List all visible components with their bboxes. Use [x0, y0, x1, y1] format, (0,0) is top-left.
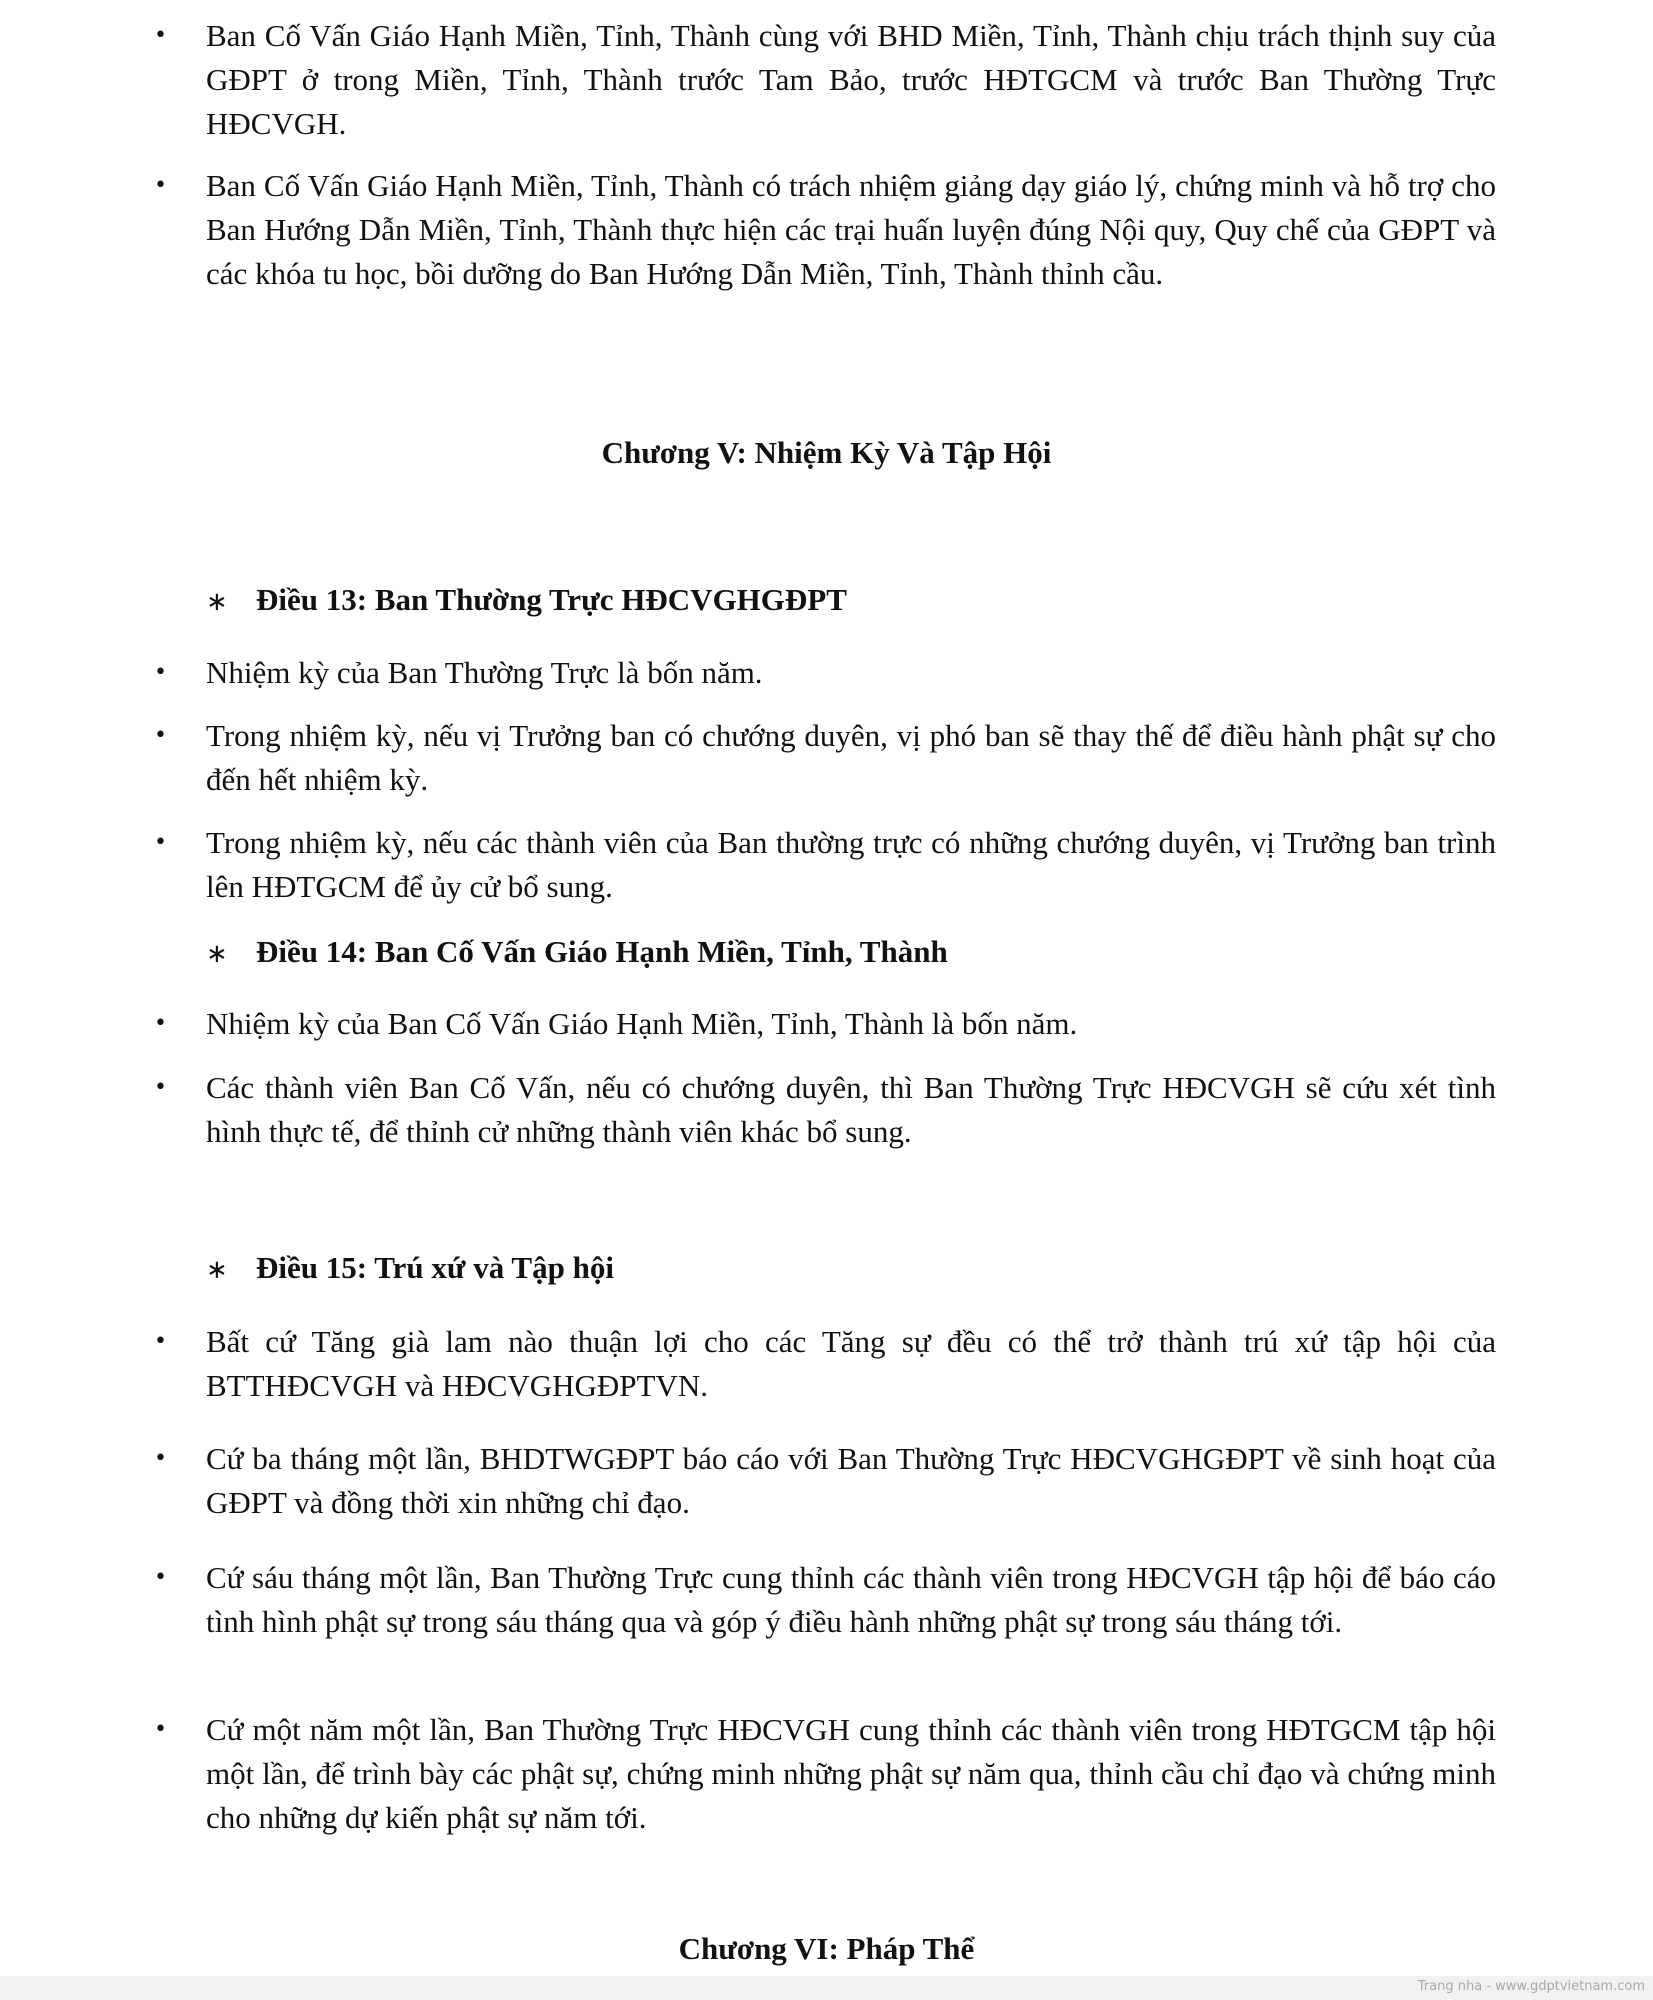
bullet-icon: • — [154, 173, 167, 198]
paragraph-text: Ban Cố Vấn Giáo Hạnh Miền, Tỉnh, Thành có trách nhiệm giảng dạy giáo lý, chứng minh và hỗ trợ cho Ban Hướng Dẫn Miền, Tỉnh, Thành thực hiện các trại huấn luyện đúng Nội quy, Quy chế của GĐPT và các khóa tu học, bồi dưỡng do Ban Hướng Dẫn Miền, Tỉnh, Thành thỉnh cầu. — [206, 168, 1496, 291]
asterisk-icon: ∗ — [206, 939, 228, 969]
chapter-heading: Chương VI: Pháp Thể — [678, 1931, 975, 1966]
bullet-icon: • — [154, 830, 167, 855]
asterisk-icon: ∗ — [206, 587, 228, 617]
list-item — [154, 1437, 1496, 1525]
bullet-icon: • — [154, 1075, 167, 1100]
paragraph-text: Trong nhiệm kỳ, nếu các thành viên của Ban thường trực có những chướng duyên, vị Trưởng ban trình lên HĐTGCM để ủy cử bổ sung. — [206, 825, 1496, 904]
list-item — [154, 821, 1496, 909]
bullet-icon: • — [154, 23, 167, 48]
list-item — [154, 1002, 1496, 1046]
list-item — [154, 651, 1496, 695]
bullet-icon: • — [154, 1329, 167, 1354]
paragraph-text: Ban Cố Vấn Giáo Hạnh Miền, Tỉnh, Thành cùng với BHD Miền, Tỉnh, Thành chịu trách thịnh suy của GĐPT ở trong Miền, Tỉnh, Thành trước Tam Bảo, trước HĐTGCM và trước Ban Thường Trực HĐCVGH. — [206, 18, 1496, 141]
article-heading — [206, 930, 948, 974]
footer-bar — [0, 1976, 1653, 2000]
list-item — [154, 1708, 1496, 1840]
paragraph-text: Các thành viên Ban Cố Vấn, nếu có chướng duyên, thì Ban Thường Trực HĐCVGH sẽ cứu xét tình hình thực tế, để thỉnh cử những thành viên khác bổ sung. — [206, 1070, 1496, 1149]
bullet-icon: • — [154, 660, 167, 685]
bullet-icon: • — [154, 1011, 167, 1036]
paragraph-text: Nhiệm kỳ của Ban Thường Trực là bốn năm. — [206, 655, 763, 690]
paragraph-text: Cứ một năm một lần, Ban Thường Trực HĐCVGH cung thỉnh các thành viên trong HĐTGCM tập hội một lần, để trình bày các phật sự, chứng minh những phật sự năm qua, thỉnh cầu chỉ đạo và chứng minh cho những dự kiến phật sự năm tới. — [206, 1712, 1496, 1835]
article-heading — [206, 1246, 614, 1290]
bullet-icon: • — [154, 1565, 167, 1590]
list-item — [154, 714, 1496, 802]
paragraph-text: Trong nhiệm kỳ, nếu vị Trưởng ban có chướng duyên, vị phó ban sẽ thay thế để điều hành phật sự cho đến hết nhiệm kỳ. — [206, 718, 1496, 797]
bullet-icon: • — [154, 1446, 167, 1471]
list-item — [154, 1556, 1496, 1644]
bullet-icon: • — [154, 723, 167, 748]
list-item — [154, 1320, 1496, 1408]
paragraph-text: Cứ ba tháng một lần, BHDTWGĐPT báo cáo với Ban Thường Trực HĐCVGHGĐPT về sinh hoạt của GĐPT và đồng thời xin những chỉ đạo. — [206, 1441, 1496, 1520]
site-watermark: Trang nha - www.gdptvietnam.com — [1417, 1979, 1645, 1994]
article-heading-text: Điều 15: Trú xứ và Tập hội — [256, 1250, 614, 1285]
article-heading-text: Điều 14: Ban Cố Vấn Giáo Hạnh Miền, Tỉnh, Thành — [256, 934, 948, 969]
chapter-heading: Chương V: Nhiệm Kỳ Và Tập Hội — [601, 435, 1052, 470]
list-item — [154, 1066, 1496, 1154]
paragraph-text: Nhiệm kỳ của Ban Cố Vấn Giáo Hạnh Miền, Tỉnh, Thành là bốn năm. — [206, 1006, 1078, 1041]
paragraph-text: Bất cứ Tăng già lam nào thuận lợi cho các Tăng sự đều có thể trở thành trú xứ tập hội của BTTHĐCVGH và HĐCVGHGĐPTVN. — [206, 1324, 1496, 1403]
article-heading — [206, 578, 847, 622]
paragraph-text: Cứ sáu tháng một lần, Ban Thường Trực cung thỉnh các thành viên trong HĐCVGH tập hội để báo cáo tình hình phật sự trong sáu tháng qua và góp ý điều hành những phật sự trong sáu tháng tới. — [206, 1560, 1496, 1639]
list-item — [154, 164, 1496, 296]
bullet-icon: • — [154, 1717, 167, 1742]
list-item — [154, 14, 1496, 146]
asterisk-icon: ∗ — [206, 1255, 228, 1285]
article-heading-text: Điều 13: Ban Thường Trực HĐCVGHGĐPT — [256, 582, 847, 617]
